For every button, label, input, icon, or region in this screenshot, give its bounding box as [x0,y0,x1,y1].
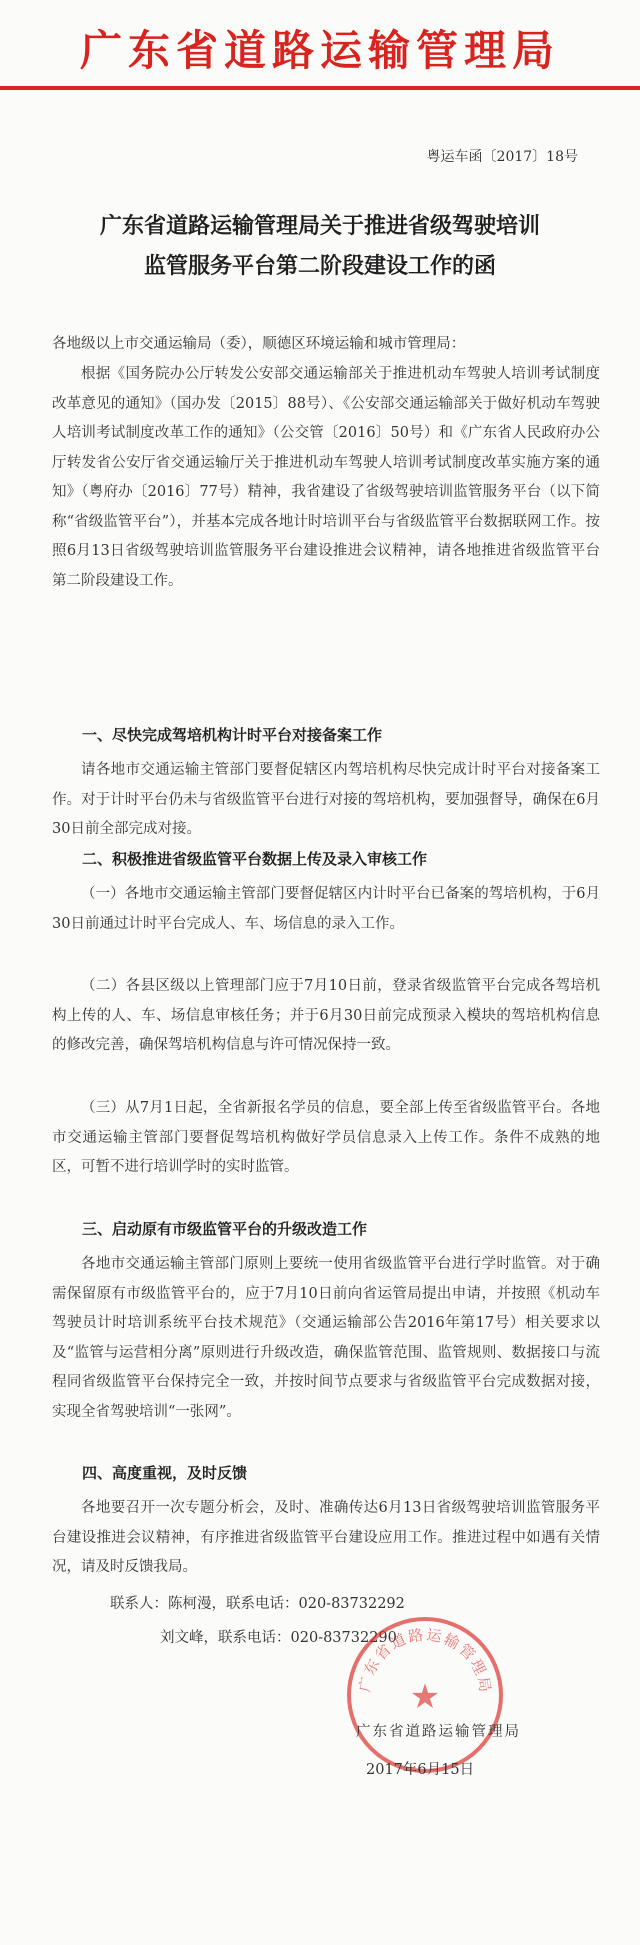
document-title [50,206,590,286]
official-seal-stamp [340,1610,510,1780]
section-2-paragraph-1: （一）各地市交通运输主管部门要督促辖区内计时平台已备案的驾培机构，于6月30日前通过计时平台完成人、车、场信息的录入工作。 [52,886,600,932]
contact-2: 刘文峰，联系电话：020-83732290 [160,1630,397,1646]
section-2-heading: 二、积极推进省级监管平台数据上传及录入审核工作 [82,850,428,868]
section-2-paragraph-3: （三）从7月1日起，全省新报名学员的信息，要全部上传至省级监管平台。各地市交通运输主管部门要督促驾培机构做好学员信息录入上传工作。条件不成熟的地区，可暂不进行培训学时的实时监管。 [52,1100,600,1175]
letterhead-title: 广东省道路运输管理局 [79,26,560,75]
title-line-1: 广东省道路运输管理局关于推进省级驾驶培训 [99,213,540,239]
document-number: 粤运车函〔2017〕18号 [426,149,578,165]
contact-1: 联系人：陈柯漫，联系电话：020-83732292 [110,1596,405,1612]
salutation: 各地级以上市交通运输局（委），顺德区环境运输和城市管理局： [52,336,466,352]
section-3-heading: 三、启动原有市级监管平台的升级改造工作 [82,1220,368,1238]
svg-text:★: ★ [409,1677,441,1717]
section-4-heading: 四、高度重视，及时反馈 [82,1464,248,1482]
title-line-2: 监管服务平台第二阶段建设工作的函 [143,253,496,279]
section-3-paragraph: 各地市交通运输主管部门原则上要统一使用省级监管平台进行学时监管。对于确需保留原有市级监管平台的，应于7月10日前向省运管局提出申请，并按照《机动车驾驶员计时培训系统平台技术规范》（交通运输部公告2016年第17号）相关要求以及“监管与运营相分离”原则进行升级改造，确保监管范围、监管规则、数据接口与流程同省级监管平台保持完全一致，并按时间节点要求与省级监管平台完成数据对接，实现全省驾驶培训“一张网”。 [52,1256,600,1420]
svg-text:广东省道路运输管理局: 广东省道路运输管理局 [355,1625,495,1696]
section-1-heading: 一、尽快完成驾培机构计时平台对接备案工作 [82,726,383,744]
signature-date: 2017年6月15日 [366,1762,475,1778]
section-4-paragraph: 各地要召开一次专题分析会，及时、准确传达6月13日省级驾驶培训监管服务平台建设推进会议精神，有序推进省级监管平台建设应用工作。推进过程中如遇有关情况，请及时反馈我局。 [52,1500,600,1575]
section-2-paragraph-2: （二）各县区级以上管理部门应于7月10日前，登录省级监管平台完成各驾培机构上传的人、车、场信息审核任务；并于6月30日前完成预录入模块的驾培机构信息的修改完善，确保驾培机构信息与许可情况保持一致。 [52,978,600,1053]
letterhead-divider [0,86,640,90]
section-1-paragraph: 请各地市交通运输主管部门要督促辖区内驾培机构尽快完成计时平台对接备案工作。对于计时平台仍未与省级监管平台进行对接的驾培机构，要加强督导，确保在6月30日前全部完成对接。 [52,762,600,837]
intro-paragraph: 根据《国务院办公厅转发公安部交通运输部关于推进机动车驾驶人培训考试制度改革意见的通知》（国办发〔2015〕88号）、《公安部交通运输部关于做好机动车驾驶人培训考试制度改革工作的通知》（公交管〔2016〕50号）和《广东省人民政府办公厅转发省公安厅省交通运输厅关于推进机动车驾驶人培训考试制度改革实施方案的通知》（粤府办〔2016〕77号）精神，我省建设了省级驾驶培训监管服务平台（以下简称“省级监管平台”），并基本完成各地计时培训平台与省级监管平台数据联网工作。按照6月13日省级驾驶培训监管服务平台建设推进会议精神，请各地推进省级监管平台第二阶段建设工作。 [52,366,600,589]
signature-organization: 广东省道路运输管理局 [356,1724,521,1740]
